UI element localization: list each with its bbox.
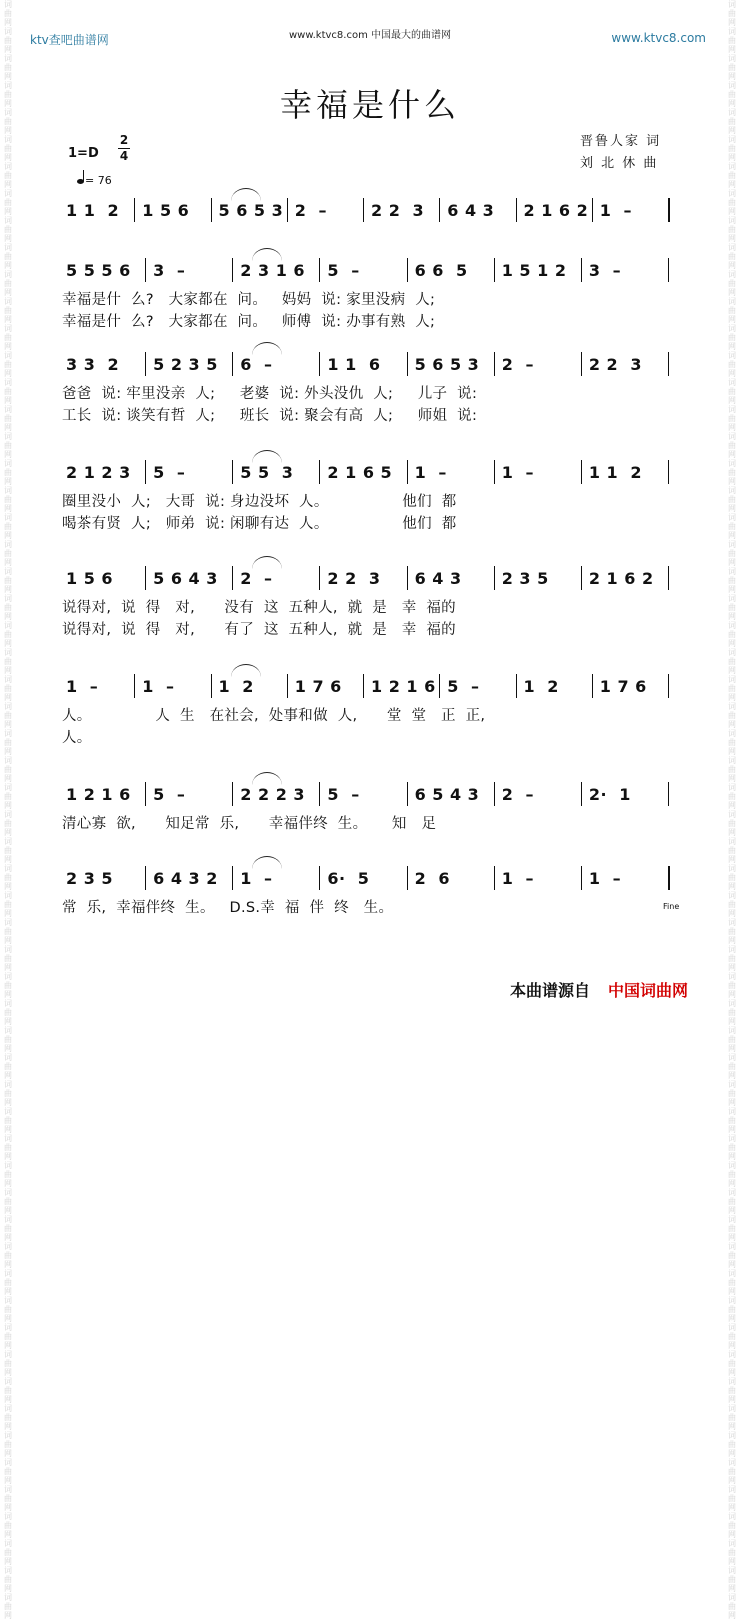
lyrics-verse-1 [58,896,678,918]
lyrics-verse-1 [58,596,678,618]
bar-line [145,866,146,890]
bar-line [494,566,495,590]
lyrics-text: 幸福是什 么? 大家都在 问。 师傅 说: 办事有熟 人; [62,314,436,330]
lyrics-text: 圈里没小 人; 大哥 说: 身边没坏 人。 他们 都 [62,494,457,510]
measure: 1 – [599,200,633,220]
measure: 6 4 3 [414,568,462,588]
bar-line [319,352,320,376]
measure: 2 – [240,568,273,588]
lyrics-verse-2 [58,310,678,332]
bar-line [668,258,669,282]
bar-line [494,258,495,282]
bar-line [407,352,408,376]
measure: 1 – [240,868,273,888]
measure: 2 3 5 [66,868,114,888]
measure: 3 – [153,260,186,280]
bar-line [211,674,212,698]
lyrics-text: 工长 说: 谈笑有哲 人; 班长 说: 聚会有高 人; 师姐 说: [62,408,478,424]
measure: 1 5 6 [142,200,190,220]
measure: 1 7 6 [294,676,342,696]
measure: 2 3 5 [501,568,549,588]
bar-line [668,460,669,484]
bar-line [581,352,582,376]
measure: 5 6 5 3 [218,200,284,220]
header-url-right[interactable]: www.ktvc8.com [611,31,706,45]
notation-row [58,674,678,698]
time-signature [118,134,130,163]
lyrics-verse-1 [58,382,678,404]
measure: 6 6 5 [414,260,468,280]
measure: 2· 1 [588,784,631,804]
bar-line [232,460,233,484]
watermark-right: 词曲网词曲网词曲网词曲网词曲网词曲网词曲网词曲网词曲网词曲网词曲网词曲网词曲网词曲网词曲网词曲网词曲网词曲网词曲网词曲网词曲网词曲网词曲网词曲网词曲网词曲网词曲网词曲网词曲网词曲网词曲网词曲网词曲网词曲网词曲网词曲网词曲网词曲网词曲网词曲网词曲网词曲网词曲网词曲网词曲网词曲网词曲网词曲网词曲网词曲网词曲网词曲网词曲网词曲网词曲网词曲网词曲网词曲网词曲网词曲网 [728,0,736,1620]
source-site-link[interactable]: 中国词曲网 [608,981,689,1000]
lyricist: 晋鲁人家 词 [580,134,662,149]
measure: 1 5 1 2 [501,260,567,280]
measure: 1 1 6 [327,354,381,374]
slur-mark [231,664,261,677]
lyrics-text: 常 乐, 幸福伴终 生。 D.S.幸 福 伴 终 生。 [62,900,394,916]
score-line-5 [58,566,678,640]
source-credit [510,978,688,1001]
bar-line [319,258,320,282]
bar-line [232,258,233,282]
bar-line [494,866,495,890]
lyrics-verse-2 [58,726,678,748]
fine-marking: Fine [663,902,680,911]
score-line-6 [58,674,678,748]
header-site-name[interactable]: ktv查吧曲谱网 [30,33,109,47]
measure: 5 6 5 3 [414,354,480,374]
notation-row [58,460,678,484]
bar-line [407,566,408,590]
bar-line [145,258,146,282]
slur-mark [252,556,282,569]
measure: 6 – [240,354,273,374]
lyrics-text: 喝茶有贤 人; 师弟 说: 闲聊有达 人。 他们 都 [62,516,457,532]
measure: 2 2 3 [588,354,642,374]
slur-mark [252,342,282,355]
measure: 6 4 3 2 [153,868,218,888]
lyrics-verse-1 [58,490,678,512]
measure: 6 4 3 [447,200,495,220]
lyrics-text: 说得对, 说 得 对, 没有 这 五种人, 就 是 幸 福的 [62,600,456,616]
measure: 2 – [501,354,534,374]
lyrics-text: 人。 [62,730,92,746]
slur-mark [252,248,282,261]
notation-row [58,866,678,890]
notation-row [58,782,678,806]
bar-line [232,866,233,890]
watermark-left: 词曲网词曲网词曲网词曲网词曲网词曲网词曲网词曲网词曲网词曲网词曲网词曲网词曲网词曲网词曲网词曲网词曲网词曲网词曲网词曲网词曲网词曲网词曲网词曲网词曲网词曲网词曲网词曲网词曲网词曲网词曲网词曲网词曲网词曲网词曲网词曲网词曲网词曲网词曲网词曲网词曲网词曲网词曲网词曲网词曲网词曲网词曲网词曲网词曲网词曲网词曲网词曲网词曲网词曲网词曲网词曲网词曲网词曲网词曲网词曲网 [4,0,12,1620]
bar-line [145,352,146,376]
measure: 1 – [501,868,534,888]
tempo-value: = 76 [85,174,112,187]
slur-mark [252,772,282,785]
measure: 1 2 1 6 [371,676,436,696]
measure: 1 2 1 6 [66,784,131,804]
bar-line [581,782,582,806]
measure: 1 1 2 [588,462,642,482]
bar-line [516,674,517,698]
notation-row [58,352,678,376]
bar-line [592,198,593,222]
composer: 刘 北 休 曲 [580,156,659,171]
slur-mark [252,450,282,463]
notation-row [58,198,678,222]
measure: 2 3 1 6 [240,260,306,280]
measure: 5 5 5 6 [66,260,131,280]
measure: 2 2 3 [371,200,425,220]
measure: 3 3 2 [66,354,120,374]
measure: 1 – [501,462,534,482]
lyrics-verse-2 [58,512,678,534]
bar-line [134,674,135,698]
tempo-marking [77,171,112,187]
slur-mark [252,856,282,869]
source-label: 本曲谱源自 [510,981,591,1000]
bar-line [319,566,320,590]
measure: 2 2 2 3 [240,784,306,804]
bar-line [581,460,582,484]
measure: 5 5 3 [240,462,294,482]
lyrics-verse-1 [58,288,678,310]
notation-row [58,258,678,282]
bar-line [581,566,582,590]
measure: 1 7 6 [599,676,647,696]
bar-line [407,866,408,890]
key-signature: 1=D [68,146,99,161]
measure: 2 1 6 2 [523,200,589,220]
measure: 2 2 3 [327,568,381,588]
bar-line [363,674,364,698]
measure: 1 – [414,462,447,482]
bar-line [319,460,320,484]
lyrics-verse-2 [58,618,678,640]
bar-line [145,782,146,806]
bar-line [668,866,670,890]
measure: 2 1 6 5 [327,462,393,482]
lyrics-verse-1 [58,812,678,834]
measure: 5 – [327,260,360,280]
bar-line [516,198,517,222]
bar-line [319,782,320,806]
song-title: 幸福是什么 [279,86,460,124]
score-line-7 [58,782,678,834]
header-site-url[interactable]: www.ktvc8.com 中国最大的曲谱网 [288,30,451,41]
measure: 1 – [66,676,99,696]
measure: 1 1 2 [66,200,120,220]
bar-line [581,258,582,282]
lyrics-text: 爸爸 说: 牢里没亲 人; 老婆 说: 外头没仇 人; 儿子 说: [62,386,478,402]
measure: 6 5 4 3 [414,784,480,804]
bar-line [494,352,495,376]
lyrics-text: 幸福是什 么? 大家都在 问。 妈妈 说: 家里没病 人; [62,292,436,308]
bar-line [439,198,440,222]
quarter-note-icon [77,171,85,184]
measure: 1 2 [523,676,559,696]
score-line-1 [58,198,678,222]
measure: 2 1 2 3 [66,462,131,482]
bar-line [494,782,495,806]
bar-line [407,782,408,806]
bar-line [592,674,593,698]
lyrics-verse-2 [58,404,678,426]
slur-mark [231,188,261,201]
bar-line [581,866,582,890]
bar-line [494,460,495,484]
measure: 2 6 [414,868,450,888]
score-line-3 [58,352,678,426]
score-line-8 [58,866,678,918]
lyrics-text: 人。 人 生 在社会, 处事和做 人, 堂 堂 正 正, [62,708,486,724]
measure: 5 – [153,784,186,804]
bar-line [363,198,364,222]
measure: 5 6 4 3 [153,568,218,588]
bar-line [232,782,233,806]
time-sig-top: 2 [119,133,129,147]
lyrics-verse-1 [58,704,678,726]
bar-line [287,198,288,222]
measure: 2 – [501,784,534,804]
measure: 5 – [447,676,480,696]
measure: 1 – [142,676,175,696]
bar-line [668,674,669,698]
bar-line [668,566,669,590]
measure: 2 1 6 2 [588,568,654,588]
score-line-4 [58,460,678,534]
bar-line [439,674,440,698]
bar-line [145,566,146,590]
time-sig-bottom: 4 [119,149,129,163]
bar-line [668,782,669,806]
bar-line [134,198,135,222]
bar-line [668,352,669,376]
bar-line [407,258,408,282]
bar-line [319,866,320,890]
measure: 5 – [327,784,360,804]
score-line-2 [58,258,678,332]
measure: 3 – [588,260,622,280]
measure: 5 2 3 5 [153,354,218,374]
bar-line [211,198,212,222]
measure: 6· 5 [327,868,370,888]
measure: 1 – [588,868,622,888]
measure: 5 – [153,462,186,482]
notation-row [58,566,678,590]
bar-line [232,352,233,376]
credits [580,131,661,175]
measure: 1 2 [218,676,254,696]
measure: 2 – [294,200,328,220]
bar-line [145,460,146,484]
bar-line [232,566,233,590]
lyrics-text: 说得对, 说 得 对, 有了 这 五种人, 就 是 幸 福的 [62,622,456,638]
bar-line [668,198,670,222]
measure: 1 5 6 [66,568,114,588]
lyrics-text: 清心寡 欲, 知足常 乐, 幸福伴终 生。 知 足 [62,816,437,832]
bar-line [407,460,408,484]
bar-line [287,674,288,698]
